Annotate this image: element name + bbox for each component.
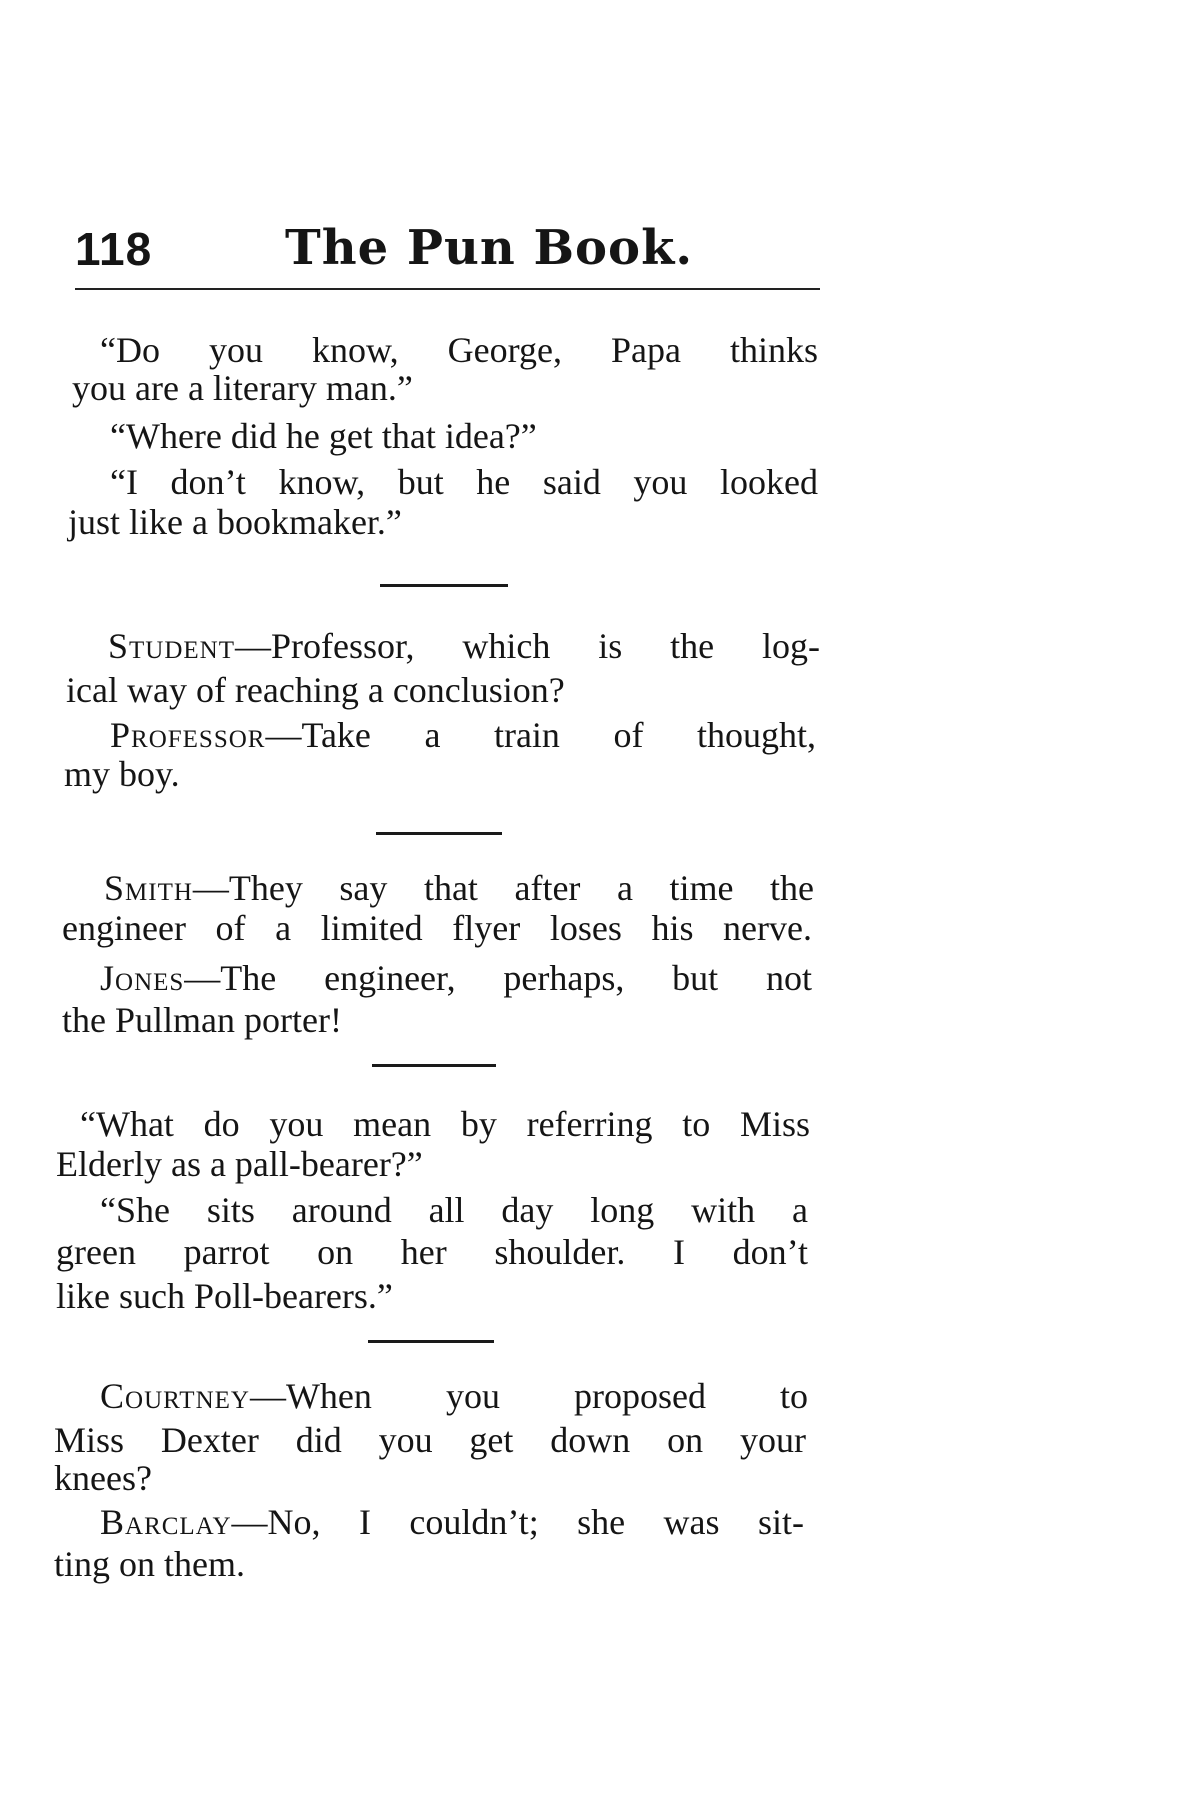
dialogue-text: —Professor, which is the log- xyxy=(235,626,820,666)
separator-rule xyxy=(376,832,502,835)
joke-line: “I don’t know, but he said you looked xyxy=(110,462,818,502)
joke-line xyxy=(100,1376,808,1416)
page-number: 118 xyxy=(75,223,153,275)
joke-line: the Pullman porter! xyxy=(62,1000,342,1040)
joke-line: ical way of reaching a conclusion? xyxy=(66,670,565,710)
speaker-name: Courtney xyxy=(100,1376,250,1416)
joke-line xyxy=(100,958,812,998)
joke-line: like such Poll-bearers.” xyxy=(56,1276,393,1316)
joke-line: “What do you mean by referring to Miss xyxy=(80,1104,810,1144)
dialogue-text: —The engineer, perhaps, but not xyxy=(184,958,812,998)
speaker-name: Barclay xyxy=(100,1502,232,1542)
joke-line: ting on them. xyxy=(54,1544,245,1584)
speaker-name: Jones xyxy=(100,958,185,998)
joke-line: engineer of a limited flyer loses his nerve. xyxy=(62,908,812,948)
separator-rule xyxy=(380,584,508,587)
speaker-name: Professor xyxy=(110,715,266,755)
joke-line: Elderly as a pall-bearer?” xyxy=(56,1144,423,1184)
dialogue-text: —Take a train of thought, xyxy=(265,715,816,755)
joke-line xyxy=(108,626,820,666)
dialogue-text: —When you proposed to xyxy=(249,1376,808,1416)
joke-line: “Do you know, George, Papa thinks xyxy=(100,330,818,370)
joke-line xyxy=(104,868,814,908)
joke-line xyxy=(110,715,816,755)
page-header xyxy=(75,222,820,290)
joke-line xyxy=(100,1502,804,1542)
separator-rule xyxy=(368,1340,494,1343)
joke-line: my boy. xyxy=(64,754,180,794)
joke-line: just like a bookmaker.” xyxy=(68,502,402,542)
running-title: The Pun Book. xyxy=(285,220,694,276)
joke-line: Miss Dexter did you get down on your xyxy=(54,1420,806,1460)
speaker-name: Smith xyxy=(104,868,193,908)
joke-line: green parrot on her shoulder. I don’t xyxy=(56,1232,808,1272)
dialogue-text: —No, I couldn’t; she was sit- xyxy=(231,1502,804,1542)
separator-rule xyxy=(372,1064,496,1067)
dialogue-text: —They say that after a time the xyxy=(192,868,814,908)
joke-line: “She sits around all day long with a xyxy=(100,1190,808,1230)
speaker-name: Student xyxy=(108,626,235,666)
joke-line: you are a literary man.” xyxy=(72,368,413,408)
joke-line: “Where did he get that idea?” xyxy=(110,416,537,456)
joke-line: knees? xyxy=(54,1458,152,1498)
